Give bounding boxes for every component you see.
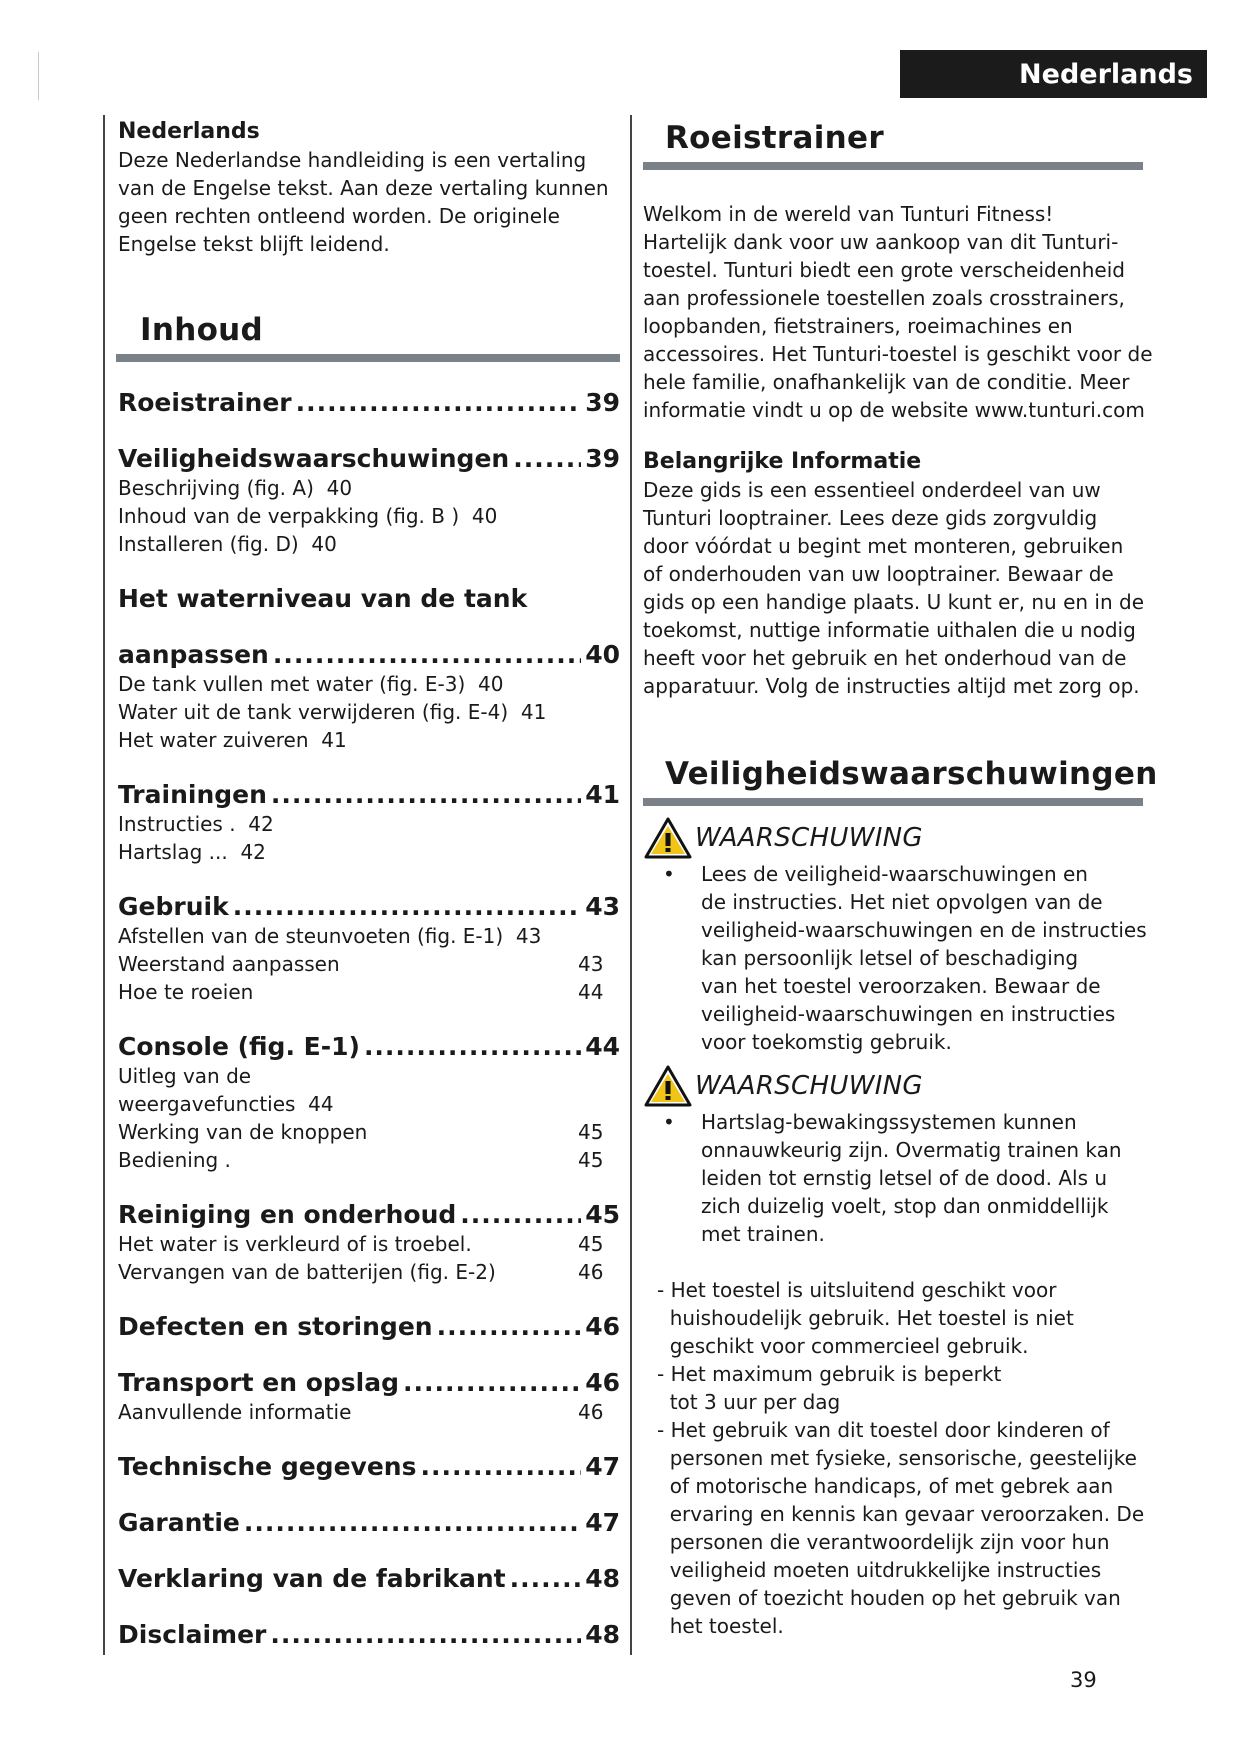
usage-note-line: - Het toestel is uitsluitend geschikt voor <box>657 1278 1057 1302</box>
warning-2-continued <box>701 1136 1153 1248</box>
left-column <box>118 118 620 1676</box>
warning-2-line: Hartslag-bewakingssystemen kunnen <box>701 1110 1077 1134</box>
intro-line: Engelse tekst blijft leidend. <box>118 232 390 256</box>
toc-heading-title: Reiniging en onderhoud <box>118 1200 457 1229</box>
welcome-line: Welkom in de wereld van Tunturi Fitness! <box>643 202 1054 226</box>
toc-subentry <box>118 922 620 950</box>
toc-leader-dots <box>437 1312 582 1342</box>
usage-note-line: of motorische handicaps, of met gebrek aan <box>657 1474 1114 1498</box>
toc-heading-title: Transport en opslag <box>118 1368 399 1397</box>
toc-subentry <box>118 502 620 530</box>
toc-subentry-page: 45 <box>578 1148 604 1172</box>
usage-note-line: personen met fysieke, sensorische, geestelijke <box>657 1446 1137 1470</box>
toc-heading-page: 48 <box>585 1620 620 1649</box>
warning-1-line: de instructies. Het niet opvolgen van de <box>701 890 1103 914</box>
toc-subentry <box>118 670 620 698</box>
toc-heading <box>118 1452 620 1482</box>
toc-subentry-title: Aanvullende informatie <box>118 1400 352 1424</box>
toc-subentry <box>118 950 620 978</box>
toc-subentry-title: Afstellen van de steunvoeten (fig. E-1) <box>118 924 516 948</box>
warning-2-bullet <box>663 1108 1153 1136</box>
warning-triangle-icon <box>643 816 693 860</box>
toc-leader-dots <box>296 388 582 418</box>
toc-heading-title: Gebruik <box>118 892 229 921</box>
toc-heading-title: Technische gegevens <box>118 1452 417 1481</box>
welcome-line: accessoires. Het Tunturi-toestel is geschikt voor de <box>643 342 1153 366</box>
toc-subentry <box>118 1398 620 1426</box>
warning-1-line: kan persoonlijk letsel of beschadiging <box>701 946 1079 970</box>
toc-subentry-title: Het water zuiveren <box>118 728 322 752</box>
toc-subentry <box>118 698 620 726</box>
toc-heading-page: 47 <box>585 1452 620 1481</box>
toc-entry <box>118 892 620 1006</box>
toc-heading-title: Disclaimer <box>118 1620 267 1649</box>
toc-leader-dots <box>273 640 581 670</box>
warning-2-line: onnauwkeurig zijn. Overmatig trainen kan <box>701 1138 1122 1162</box>
toc-subentry-page: 40 <box>326 476 353 500</box>
toc-heading-page: 47 <box>585 1508 620 1537</box>
welcome-line: toestel. Tunturi biedt een grote verscheidenheid <box>643 258 1125 282</box>
toc-leader-dots <box>510 1564 582 1594</box>
intro-line: geen rechten ontleend worden. De originele <box>118 204 560 228</box>
welcome-text <box>643 200 1153 424</box>
warning-1-line: veiligheid-waarschuwingen en de instructies <box>701 918 1147 942</box>
toc-subentry-page: 46 <box>578 1400 604 1424</box>
usage-notes <box>643 1276 1153 1640</box>
toc-subentry <box>118 810 620 838</box>
warning-1-continued <box>701 888 1153 1056</box>
important-line: door vóórdat u begint met monteren, gebruiken <box>643 534 1124 558</box>
roeistrainer-title: Roeistrainer <box>665 120 884 156</box>
toc-heading-title: Garantie <box>118 1508 240 1537</box>
usage-note-line: huishoudelijk gebruik. Het toestel is niet <box>657 1306 1074 1330</box>
warning-1-bullet <box>663 860 1153 888</box>
toc-heading-title: Console (fig. E-1) <box>118 1032 360 1061</box>
important-line: Deze gids is een essentieel onderdeel van uw <box>643 478 1101 502</box>
toc-leader-dots <box>403 1368 581 1398</box>
toc-heading <box>118 1032 620 1062</box>
toc-heading-title: Verklaring van de fabrikant <box>118 1564 506 1593</box>
toc-heading-title: Trainingen <box>118 780 267 809</box>
usage-note-line: geschikt voor commercieel gebruik. <box>657 1334 1029 1358</box>
crop-mark <box>38 52 39 100</box>
important-line: toekomst, nuttige informatie uithalen die u nodig <box>643 618 1136 642</box>
toc-heading <box>118 388 620 418</box>
toc-subentry-title: Inhoud van de verpakking (fig. B ) <box>118 504 472 528</box>
toc-leader-dots <box>270 1620 581 1650</box>
important-text <box>643 476 1153 700</box>
language-tab: Nederlands <box>900 50 1207 98</box>
toc-entry <box>118 1200 620 1286</box>
welcome-line: hele familie, onafhankelijk van de conditie. Meer <box>643 370 1130 394</box>
warning-1-line: van het toestel veroorzaken. Bewaar de <box>701 974 1101 998</box>
toc-subentry <box>118 1090 620 1118</box>
toc-leader-dots <box>233 892 582 922</box>
toc-heading <box>118 780 620 810</box>
toc-subentry-title: De tank vullen met water (fig. E-3) <box>118 672 478 696</box>
toc-heading-page: 43 <box>585 892 620 921</box>
toc-entry <box>118 1508 620 1538</box>
toc-subentry-page: 45 <box>578 1232 604 1256</box>
toc-heading <box>118 640 620 670</box>
usage-note-line: ervaring en kennis kan gevaar veroorzaken. De <box>657 1502 1145 1526</box>
toc-subentry-page: 40 <box>311 532 337 556</box>
toc-subentry <box>118 1118 620 1146</box>
toc-subentry-title: Beschrijving (fig. A) <box>118 476 327 500</box>
toc-heading-page: 46 <box>585 1312 620 1341</box>
warning-2-line: met trainen. <box>701 1222 825 1246</box>
toc-subentry-page: 43 <box>515 924 542 948</box>
important-title: Belangrijke Informatie <box>643 449 922 474</box>
toc-subentry-title: Vervangen van de batterijen (fig. E-2) <box>118 1260 496 1284</box>
warning-2-line: zich duizelig voelt, stop dan onmiddellijk <box>701 1194 1109 1218</box>
toc-subentry-title: Installeren (fig. D) <box>118 532 312 556</box>
toc-heading-title: aanpassen <box>118 640 269 669</box>
toc-subentry-title: Bediening . <box>118 1148 231 1172</box>
toc-heading-title: Defecten en storingen <box>118 1312 433 1341</box>
toc-subentry-title: Het water is verkleurd of is troebel. <box>118 1232 472 1256</box>
left-column-rule <box>103 115 105 1655</box>
warning-label: WAARSCHUWING <box>695 823 923 853</box>
toc-heading <box>118 1564 620 1594</box>
toc-leader-dots <box>364 1032 581 1062</box>
usage-note-line: - Het maximum gebruik is beperkt <box>657 1362 1002 1386</box>
important-line: of onderhouden van uw looptrainer. Bewaar de <box>643 562 1114 586</box>
toc-subentry <box>118 1062 620 1090</box>
important-line: gids op een handige plaats. U kunt er, nu en in de <box>643 590 1145 614</box>
bullet-dot: • <box>663 1110 675 1134</box>
toc-heading-page: 45 <box>585 1200 620 1229</box>
toc-subentry <box>118 978 620 1006</box>
usage-note-line: - Het gebruik van dit toestel door kinderen of <box>657 1418 1110 1442</box>
toc-heading-page: 39 <box>585 444 620 473</box>
warning-1-line: veiligheid-waarschuwingen en instructies <box>701 1002 1116 1026</box>
toc-subentry-page: 43 <box>578 952 604 976</box>
toc-heading <box>118 1368 620 1398</box>
toc-entry <box>118 444 620 558</box>
toc-subentry-page: 42 <box>240 840 266 864</box>
toc-subentry-page: 44 <box>578 980 604 1004</box>
toc-subentry <box>118 726 620 754</box>
toc-subentry <box>118 1230 620 1258</box>
right-column <box>643 118 1158 1640</box>
toc-subentry-page: 40 <box>471 504 498 528</box>
toc-heading-page: 46 <box>585 1368 620 1397</box>
toc-entry <box>118 1564 620 1594</box>
toc-subentry <box>118 474 620 502</box>
toc-heading-page: 48 <box>585 1564 620 1593</box>
toc-title-bar <box>116 354 620 362</box>
toc-entry <box>118 780 620 866</box>
toc-subentry-title: Uitleg van de <box>118 1064 252 1088</box>
toc-subentry <box>118 530 620 558</box>
toc-subentry-title: Hartslag ... <box>118 840 241 864</box>
toc-subentry-title: Hoe te roeien <box>118 980 254 1004</box>
toc-entry <box>118 1452 620 1482</box>
usage-note-line: tot 3 uur per dag <box>657 1390 841 1414</box>
toc-heading <box>118 1312 620 1342</box>
warning-block-1 <box>643 816 1153 860</box>
toc-heading <box>118 1200 620 1230</box>
warning-label: WAARSCHUWING <box>695 1071 923 1101</box>
usage-note-line: veiligheid moeten uitdrukkelijke instructies <box>657 1558 1102 1582</box>
toc-entry <box>118 1620 620 1650</box>
toc-subentry-page: 42 <box>248 812 274 836</box>
toc-heading-page: 40 <box>585 640 620 669</box>
middle-column-rule <box>630 115 632 1655</box>
intro-title: Nederlands <box>118 119 260 144</box>
important-line: apparatuur. Volg de instructies altijd met zorg op. <box>643 674 1140 698</box>
toc-subentry <box>118 1258 620 1286</box>
toc-subentry-title: Instructies . <box>118 812 249 836</box>
welcome-line: aan professionele toestellen zoals crosstrainers, <box>643 286 1125 310</box>
toc-subentry-page: 41 <box>520 700 547 724</box>
toc-subentry <box>118 1146 620 1174</box>
toc-heading-title: Roeistrainer <box>118 388 292 417</box>
usage-note-line: geven of toezicht houden op het gebruik van <box>657 1586 1121 1610</box>
toc-subentry-title: Weerstand aanpassen <box>118 952 340 976</box>
warning-1-text <box>701 860 1088 888</box>
intro-text <box>118 146 620 258</box>
toc-heading-page: 41 <box>585 780 620 809</box>
toc-leader-dots <box>420 1452 581 1482</box>
welcome-line: loopbanden, fietstrainers, roeimachines en <box>643 314 1073 338</box>
toc-subentry-page: 44 <box>308 1092 334 1116</box>
important-line: Tunturi looptrainer. Lees deze gids zorgvuldig <box>643 506 1098 530</box>
toc-heading-title: Veiligheidswaarschuwingen <box>118 444 510 473</box>
toc-subentry-title: weergavefuncties <box>118 1092 309 1116</box>
warning-triangle-icon <box>643 1064 693 1108</box>
toc-subentry-page: 45 <box>578 1120 604 1144</box>
toc-subentry <box>118 838 620 866</box>
toc-leader-dots <box>244 1508 581 1538</box>
toc-heading-line: Het waterniveau van de tank <box>118 584 528 613</box>
toc-entry <box>118 584 620 754</box>
toc-entry <box>118 1368 620 1426</box>
welcome-line: Hartelijk dank voor uw aankoop van dit Tunturi- <box>643 230 1119 254</box>
safety-title: Veiligheidswaarschuwingen <box>665 756 1158 792</box>
intro-line: van de Engelse tekst. Aan deze vertaling kunnen <box>118 176 609 200</box>
toc-leader-dots <box>460 1200 581 1230</box>
toc-leader-dots <box>513 444 581 474</box>
important-line: heeft voor het gebruik en het onderhoud van de <box>643 646 1127 670</box>
toc-entry <box>118 1312 620 1342</box>
toc-subentry-page: 46 <box>578 1260 604 1284</box>
toc-title: Inhoud <box>140 312 264 348</box>
toc-entry <box>118 388 620 418</box>
usage-note-line: het toestel. <box>657 1614 784 1638</box>
warning-1-line: Lees de veiligheid-waarschuwingen en <box>701 862 1088 886</box>
intro-line: Deze Nederlandse handleiding is een vertaling <box>118 148 587 172</box>
toc-subentry-title: Water uit de tank verwijderen (fig. E-4) <box>118 700 521 724</box>
table-of-contents <box>118 388 620 1650</box>
toc-heading <box>118 1620 620 1650</box>
toc-subentry-page: 40 <box>477 672 504 696</box>
usage-note-line: personen die verantwoordelijk zijn voor hun <box>657 1530 1110 1554</box>
toc-heading-page: 39 <box>585 388 620 417</box>
warning-2-line: leiden tot ernstig letsel of de dood. Als u <box>701 1166 1108 1190</box>
toc-leader-dots <box>271 780 581 810</box>
safety-title-bar <box>643 798 1143 806</box>
toc-subentry-title: Werking van de knoppen <box>118 1120 368 1144</box>
toc-heading <box>118 444 620 474</box>
toc-heading <box>118 892 620 922</box>
toc-heading <box>118 1508 620 1538</box>
page-number: 39 <box>1070 1668 1097 1692</box>
toc-entry <box>118 1032 620 1174</box>
toc-heading-page: 44 <box>585 1032 620 1061</box>
warning-block-2 <box>643 1064 1153 1108</box>
welcome-line: informatie vindt u op de website www.tunturi.com <box>643 398 1145 422</box>
roeistrainer-title-bar <box>643 162 1143 170</box>
bullet-dot: • <box>663 862 675 886</box>
warning-1-line: voor toekomstig gebruik. <box>701 1030 952 1054</box>
toc-subentry-page: 41 <box>321 728 347 752</box>
